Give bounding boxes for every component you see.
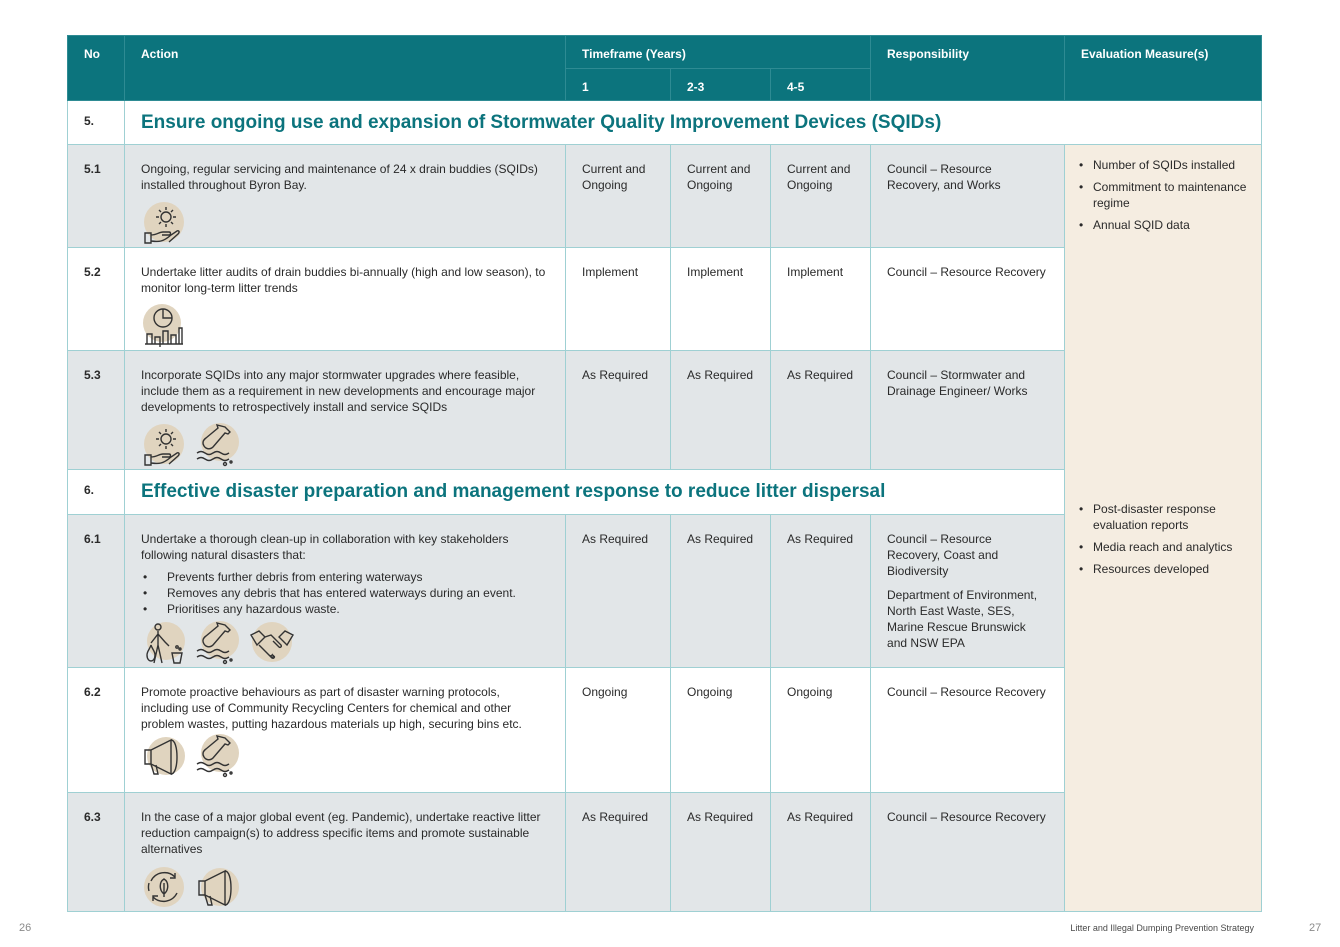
table-row-5-1 (68, 145, 1262, 248)
handshake-icon (249, 621, 295, 667)
action-plan-table-wrapper (67, 35, 1261, 912)
evaluation-item: • Post-disaster response evaluation reports (1079, 501, 1247, 533)
header-no: No (68, 36, 125, 101)
megaphone-icon (141, 734, 187, 780)
header-responsibility: Responsibility (871, 36, 1065, 101)
row-icons (141, 423, 549, 469)
evaluation-group-disaster (1079, 501, 1247, 577)
row-action-text: Undertake a thorough clean-up in collaboration with key stakeholders following natural disasters that: (141, 532, 509, 562)
bottle-water-icon (195, 423, 241, 469)
row-action (125, 248, 566, 351)
evaluation-item: • Annual SQID data (1079, 217, 1247, 233)
row-responsibility: Council – Resource Recovery, and Works (871, 145, 1065, 248)
responsibility-primary: Council – Resource Recovery, Coast and Biodiversity (887, 532, 999, 578)
section-row-5 (68, 101, 1262, 145)
row-action (125, 793, 566, 912)
row-responsibility: Council – Stormwater and Drainage Engineer/ Works (871, 351, 1065, 470)
section-title: Effective disaster preparation and management response to reduce litter dispersal (125, 470, 1065, 515)
page-number-left: 26 (19, 922, 32, 934)
header-timeframe: Timeframe (Years) (566, 36, 871, 69)
row-icons (141, 621, 549, 667)
header-timeframe-2-3: 2-3 (671, 69, 771, 101)
row-action (125, 668, 566, 793)
row-number: 5.2 (68, 248, 125, 351)
header-evaluation: Evaluation Measure(s) (1065, 36, 1262, 101)
evaluation-group-sqids (1079, 157, 1247, 233)
evaluation-item: • Resources developed (1079, 561, 1247, 577)
row-timeframe-1: Ongoing (566, 668, 671, 793)
gear-hand-icon (141, 423, 187, 469)
bottle-water-icon (195, 621, 241, 667)
responsibility-partners: Department of Environment, North East Waste, SES, Marine Rescue Brunswick and NSW EPA (887, 588, 1038, 650)
evaluation-item: • Commitment to maintenance regime (1079, 179, 1247, 211)
gear-hand-icon (141, 201, 187, 247)
row-action (125, 515, 566, 668)
row-action-bullets (141, 569, 549, 617)
row-timeframe-1: As Required (566, 515, 671, 668)
row-icons (141, 201, 549, 247)
row-action-text: Incorporate SQIDs into any major stormwater upgrades where feasible, include them as a requirement in new developments and encourage major developments to retrospectively install and service SQIDs (141, 368, 536, 414)
section-number: 6. (68, 470, 125, 515)
row-number: 5.3 (68, 351, 125, 470)
row-timeframe-1: Current and Ongoing (566, 145, 671, 248)
list-item: • Removes any debris that has entered waterways during an event. (141, 585, 549, 601)
row-timeframe-2-3: Implement (671, 248, 771, 351)
row-number: 6.3 (68, 793, 125, 912)
row-icons (141, 734, 549, 780)
bottle-water-icon (195, 734, 241, 780)
row-icons (141, 304, 549, 350)
recycle-leaf-icon (141, 865, 187, 911)
header-timeframe-1: 1 (566, 69, 671, 101)
row-action-text: Ongoing, regular servicing and maintenance of 24 x drain buddies (SQIDs) installed throughout Byron Bay. (141, 162, 538, 192)
row-action-text: Undertake litter audits of drain buddies bi-annually (high and low season), to monitor long-term litter trends (141, 265, 546, 295)
row-timeframe-2-3: Ongoing (671, 668, 771, 793)
list-item: • Prioritises any hazardous waste. (141, 601, 549, 617)
row-action-text: Promote proactive behaviours as part of disaster warning protocols, including use of Community Recycling Centers for chemical and other problem wastes, putting hazardous materials up high, securing bins etc. (141, 685, 522, 731)
section-number: 5. (68, 101, 125, 145)
row-number: 6.2 (68, 668, 125, 793)
row-responsibility: Council – Resource Recovery (871, 668, 1065, 793)
header-action: Action (125, 36, 566, 101)
evaluation-item: • Number of SQIDs installed (1079, 157, 1247, 173)
row-timeframe-4-5: As Required (771, 351, 871, 470)
row-timeframe-1: Implement (566, 248, 671, 351)
row-icons (141, 865, 549, 911)
row-responsibility (871, 515, 1065, 668)
evaluation-measures (1065, 145, 1262, 912)
row-timeframe-2-3: Current and Ongoing (671, 145, 771, 248)
row-responsibility: Council – Resource Recovery (871, 248, 1065, 351)
footer-document-title: Litter and Illegal Dumping Prevention Strategy (1070, 923, 1254, 933)
list-item: • Prevents further debris from entering waterways (141, 569, 549, 585)
section-title: Ensure ongoing use and expansion of Stormwater Quality Improvement Devices (SQIDs) (125, 101, 1262, 145)
row-timeframe-4-5: Ongoing (771, 668, 871, 793)
row-timeframe-4-5: As Required (771, 793, 871, 912)
row-action (125, 145, 566, 248)
row-action (125, 351, 566, 470)
row-number: 6.1 (68, 515, 125, 668)
row-timeframe-4-5: As Required (771, 515, 871, 668)
row-timeframe-2-3: As Required (671, 515, 771, 668)
row-timeframe-1: As Required (566, 351, 671, 470)
header-timeframe-4-5: 4-5 (771, 69, 871, 101)
evaluation-item: • Media reach and analytics (1079, 539, 1247, 555)
action-plan-table (67, 35, 1262, 912)
row-responsibility: Council – Resource Recovery (871, 793, 1065, 912)
row-timeframe-4-5: Current and Ongoing (771, 145, 871, 248)
row-number: 5.1 (68, 145, 125, 248)
chart-icon (141, 304, 187, 350)
row-timeframe-2-3: As Required (671, 351, 771, 470)
row-timeframe-4-5: Implement (771, 248, 871, 351)
row-timeframe-2-3: As Required (671, 793, 771, 912)
row-action-text: In the case of a major global event (eg. Pandemic), undertake reactive litter reduction campaign(s) to address specific items and promote sustainable alternatives (141, 810, 541, 856)
row-timeframe-1: As Required (566, 793, 671, 912)
person-bin-icon (141, 621, 187, 667)
page-number-right: 27 (1309, 922, 1322, 934)
megaphone-icon (195, 865, 241, 911)
